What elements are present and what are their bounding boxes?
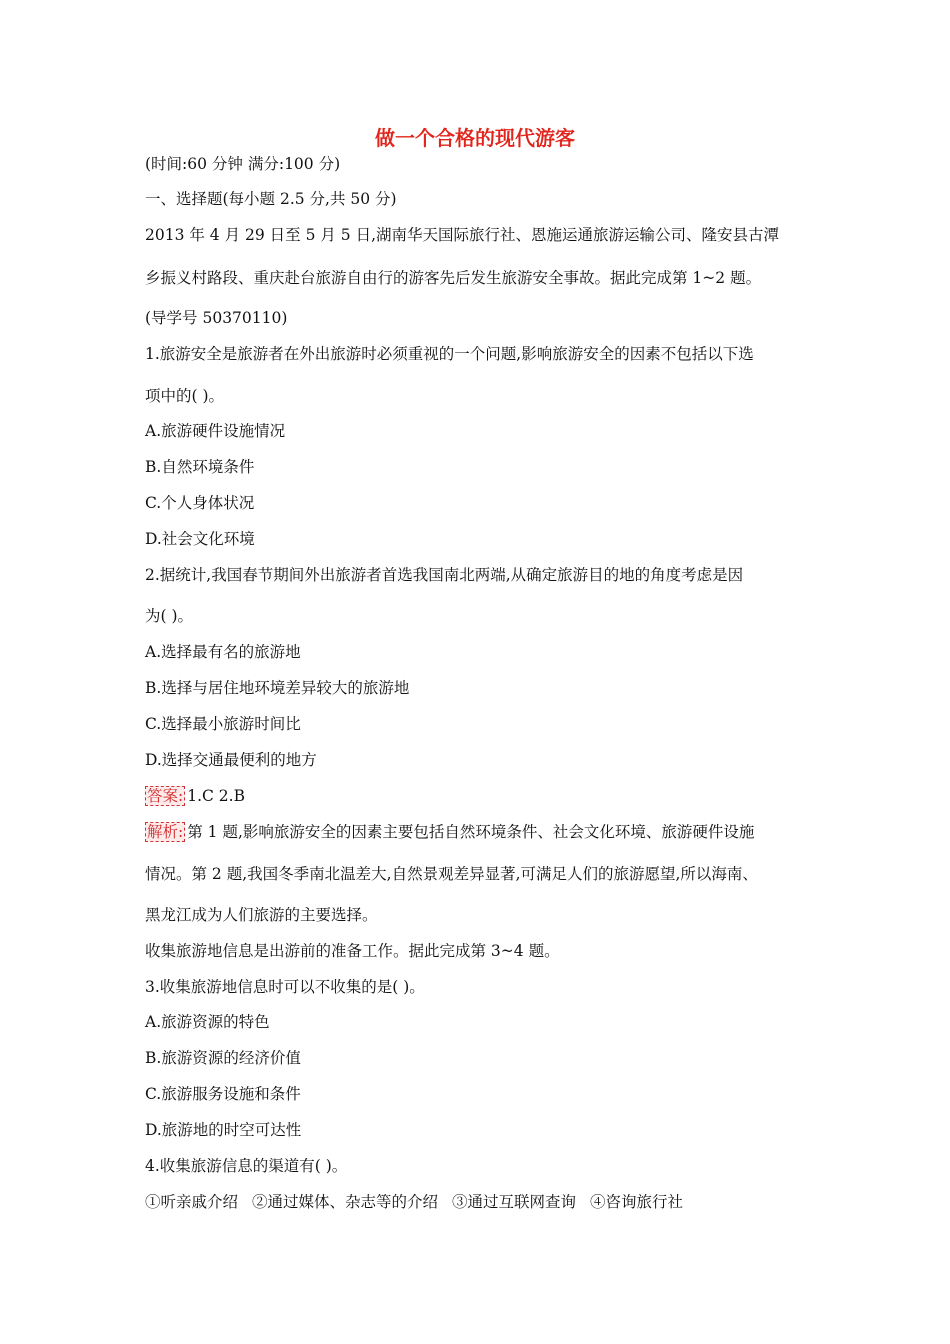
q4-choice-3: ③通过互联网查询	[452, 1193, 577, 1211]
answer-text: 1.C 2.B	[187, 787, 245, 805]
answer-tag: 答案:	[147, 787, 184, 805]
q3-option-d: D.旅游地的时空可达性	[145, 1121, 302, 1139]
analysis-text: 黑龙江成为人们旅游的主要选择。	[145, 906, 378, 924]
q2-option-c: C.选择最小旅游时间比	[145, 715, 301, 733]
intro-line-2: 收集旅游地信息是出游前的准备工作。据此完成第 3~4 题。	[145, 942, 560, 960]
q4-choice-4: ④咨询旅行社	[590, 1193, 684, 1211]
q4-choices	[145, 1191, 683, 1213]
intro-line: 2013 年 4 月 29 日至 5 月 5 日,湖南华天国际旅行社、恩施运通旅游运输公司、隆安县古潭	[145, 226, 780, 244]
q1-option-d: D.社会文化环境	[145, 530, 255, 548]
q2-option-d: D.选择交通最便利的地方	[145, 751, 317, 769]
q1-option-c: C.个人身体状况	[145, 494, 255, 512]
answer-line	[145, 785, 245, 807]
exam-meta: (时间:60 分钟 满分:100 分)	[145, 155, 341, 173]
q1-option-b: B.自然环境条件	[145, 458, 255, 476]
q2-option-b: B.选择与居住地环境差异较大的旅游地	[145, 679, 410, 697]
question-1-stem: 项中的( )。	[145, 387, 225, 405]
q3-option-b: B.旅游资源的经济价值	[145, 1049, 301, 1067]
section-heading: 一、选择题(每小题 2.5 分,共 50 分)	[145, 190, 397, 208]
q4-choice-1: ①听亲戚介绍	[145, 1193, 239, 1211]
document-title: 做一个合格的现代游客	[375, 126, 575, 150]
analysis-line	[145, 821, 754, 843]
guide-number: (导学号 50370110)	[145, 309, 288, 327]
question-3-stem: 3.收集旅游地信息时可以不收集的是( )。	[145, 978, 425, 996]
q3-option-c: C.旅游服务设施和条件	[145, 1085, 301, 1103]
question-4-stem: 4.收集旅游信息的渠道有( )。	[145, 1157, 348, 1175]
analysis-text: 情况。第 2 题,我国冬季南北温差大,自然景观差异显著,可满足人们的旅游愿望,所以海南、	[145, 865, 758, 883]
intro-line: 乡振义村路段、重庆赴台旅游自由行的游客先后发生旅游安全事故。据此完成第 1~2 题。	[145, 269, 762, 287]
analysis-text: 第 1 题,影响旅游安全的因素主要包括自然环境条件、社会文化环境、旅游硬件设施	[187, 823, 755, 841]
q2-option-a: A.选择最有名的旅游地	[145, 643, 301, 661]
q1-option-a: A.旅游硬件设施情况	[145, 422, 286, 440]
analysis-tag: 解析:	[147, 823, 184, 841]
question-2-stem: 为( )。	[145, 607, 194, 625]
q4-choice-2: ②通过媒体、杂志等的介绍	[252, 1193, 439, 1211]
question-2-stem: 2.据统计,我国春节期间外出旅游者首选我国南北两端,从确定旅游目的地的角度考虑是因	[145, 566, 744, 584]
question-1-stem: 1.旅游安全是旅游者在外出旅游时必须重视的一个问题,影响旅游安全的因素不包括以下选	[145, 345, 754, 363]
q3-option-a: A.旅游资源的特色	[145, 1013, 270, 1031]
